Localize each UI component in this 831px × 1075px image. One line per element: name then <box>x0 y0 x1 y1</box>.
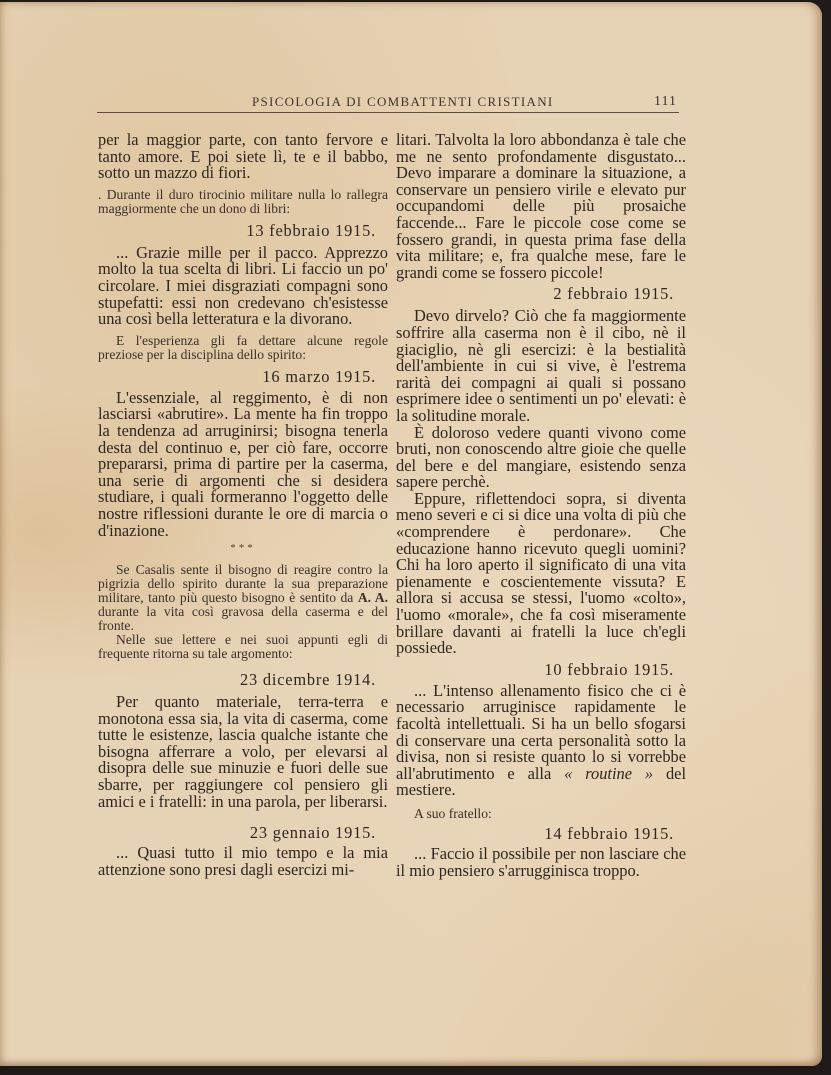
running-title: PSICOLOGIA DI COMBATTENTI CRISTIANI <box>252 94 554 109</box>
right-column <box>396 132 686 879</box>
paragraph: Eppure, riflettendoci sopra, si diventa meno severi e ci si dice una volta di più che «comprendere è perdonare». Che educazione hanno ricevuto quegli uomini? Chi ha loro aperto il significato di una vita pienamente e coscientemente vissuta? E allora si accusa se stessi, l'uomo «colto», l'uomo «morale», che fa così miseramente brillare davanti ai fratelli la luce ch'egli possiede. <box>396 488 686 658</box>
letter-date: 14 febbraio 1915. <box>544 823 674 843</box>
note-text: durante la vita così gravosa della caserma e del fronte. <box>98 604 388 634</box>
paragraph-text: del mestiere. <box>396 763 686 800</box>
running-header <box>97 92 679 113</box>
paragraph: ... Quasi tutto il mio tempo e la mia attenzione sono presi dagli esercizi mi- <box>98 843 388 879</box>
letter-date: 16 marzo 1915. <box>262 366 376 386</box>
italic-term: « routine » <box>564 763 654 783</box>
book-page <box>0 2 822 1066</box>
paragraph: Per quanto materiale, terra-terra e monotona essa sia, la vita di caserma, come tutte le esistenze, lascia qualche istante che bisogna afferrare a volo, per elevarsi al disopra delle sue minuzie e fuori delle sue sbarre, per raggiungere col pensiero gli amici e i fratelli: in una parola, per liberarsi. <box>98 692 388 811</box>
paragraph-text: ... L'intenso allenamento fisico che ci è necessario arruginisce rapidamente le facoltà intellettuali. Si ha un bello sfogarsi di conservare una certa personalità sotto la divisa, non si resiste quanto lo si vorrebbe all'abrutimento e alla <box>396 680 686 783</box>
letter-date: 13 febbraio 1915. <box>246 220 376 240</box>
paragraph: L'essenziale, al reggimento, è di non lasciarsi «abrutire». La mente ha fin troppo la tendenza ad arruginirsi; bisogna tenerla desta del continuo e, per ciò fare, occorre prepararsi, prima di partire per la caserma, una serie di argomenti che si desidera studiare, i quali formeranno l'oggetto delle nostre riflessioni durante le ore di marcia o d'inazione. <box>98 387 388 540</box>
section-separator: *** <box>230 542 256 555</box>
paragraph: per la maggior parte, con tanto fervore e tanto amore. E poi siete lì, te e il babbo, sotto un mazzo di fiori. <box>98 130 388 183</box>
paragraph: ... Grazie mille per il pacco. Apprezzo molto la tua scelta di libri. Li faccio un po' circolare. I miei disgraziati compagni sono stupefatti: essi non credevano ch'esistesse una così bella letteratura e la divorano. <box>98 242 388 329</box>
letter-date: 23 dicembre 1914. <box>239 670 376 690</box>
page-number: 111 <box>654 94 677 109</box>
paragraph: litari. Talvolta la loro abbondanza è tale che me ne sento profondamente disgustato... Devo imparare a dominare la situazione, a conservare un pensiero virile e elevato pur occupandomi delle più prosaiche faccende... Fare le piccole cose come se fossero grandi, in questa prima fase della vita militare; e, fra qualche mese, fare le grandi come se fossero piccole! <box>396 130 686 282</box>
left-column <box>98 132 388 878</box>
letter-date: 23 gennaio 1915. <box>249 823 376 843</box>
editorial-note: E l'esperienza gli fa dettare alcune regole preziose per la disciplina dello spirito: <box>98 332 388 362</box>
paragraph: ... Faccio il possibile per non lasciare che il mio pensiero s'arrugginisca troppo. <box>396 843 686 880</box>
letter-date: 2 febbraio 1915. <box>553 284 674 304</box>
paragraph: Devo dirvelo? Ciò che fa maggiormente soffrire alla caserma non è il cibo, nè il giaciglio, nè gli esercizi: è la bestialità dell'ambiente in cui si vive, è l'estrema rarità dei compagni ai quali si possano esprimere idee o sentimenti un po' elevati: è la solitudine morale. <box>396 306 686 425</box>
editorial-note: Nelle sue lettere e nei suoi appunti egli di frequente ritorna su tale argomento: <box>98 632 388 662</box>
paragraph <box>396 680 686 800</box>
note-text: Se Casalis sente il bisogno di reagire contro la pigrizia dello spirito durante la sua preparazione militare, tanto più questo bisogno è sentito da <box>98 562 388 606</box>
editorial-note <box>98 563 388 633</box>
letter-date: 10 febbraio 1915. <box>544 659 674 679</box>
author-initials: A. A. <box>357 590 388 606</box>
editorial-note: . Durante il duro tirocinio militare nulla lo rallegra maggiormente che un dono di libri: <box>98 186 388 216</box>
paragraph: È doloroso vedere quanti vivono come bruti, non conoscendo altre gioie che quelle del bere e del mangiare, esistendo senza sapere perchè. <box>396 422 686 492</box>
editorial-note: A suo fratello: <box>414 805 492 821</box>
